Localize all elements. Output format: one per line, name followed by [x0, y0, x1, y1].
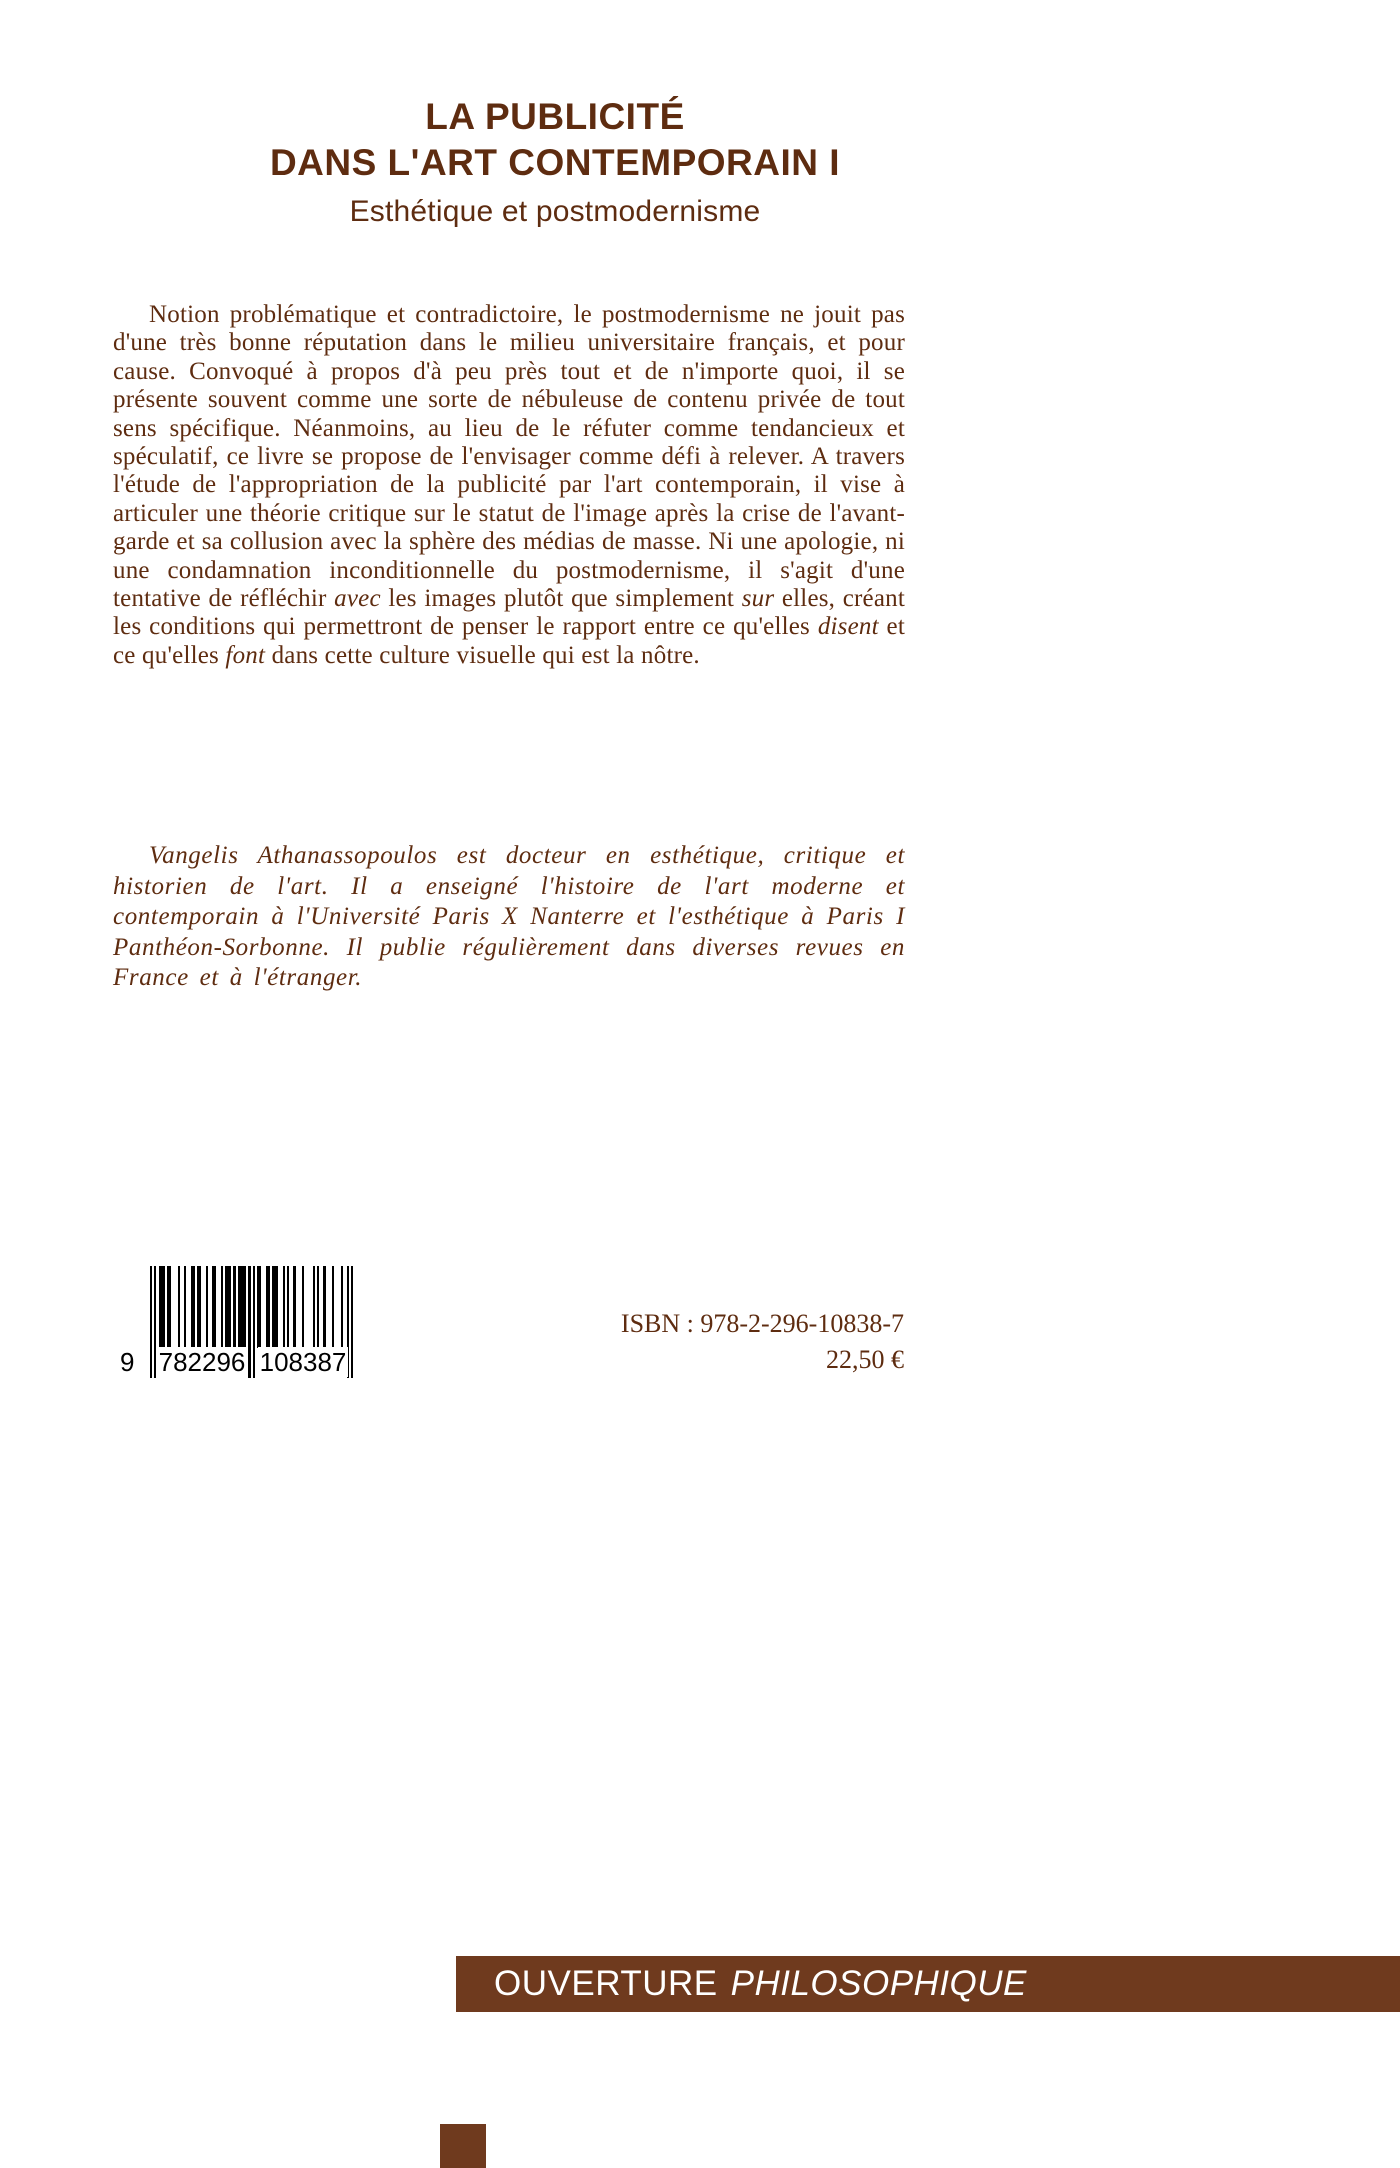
- book-title-line2: DANS L'ART CONTEMPORAIN I: [269, 142, 841, 183]
- barcode-digit-group2: 108387: [259, 1347, 347, 1377]
- synopsis-paragraph: Notion problématique et contradictoire, le postmodernisme ne jouit pas d'une très bonne réputation dans le milieu universitaire français, et pour cause. Convoqué à propos d'à peu près tout et de n'importe quoi, il se présente souvent comme une sorte de nébuleuse de contenu privée de tout sens spécifique. Néanmoins, au lieu de le réfuter comme tendancieux et spéculatif, ce livre se propose de l'envisager comme défi à relever. A travers l'étude de l'appropriation de la publicité par l'art contemporain, il vise à articuler une théorie critique sur le statut de l'image après la crise de l'avant-garde et sa collusion avec la sphère des médias de masse. Ni une apologie, ni une condamnation inconditionnelle du postmodernisme, il s'agit d'une tentative de réfléchir avec les images plutôt que simplement sur elles, créant les conditions qui permettront de penser le rapport entre ce qu'elles disent et ce qu'elles font dans cette culture visuelle qui est la nôtre.: [113, 301, 905, 669]
- barcode-digits: [120, 1347, 355, 1379]
- collection-name-philosophique: PHILOSOPHIQUE: [730, 1964, 1027, 2003]
- barcode: [120, 1266, 355, 1382]
- spine-corner-square: [440, 2124, 486, 2168]
- title-block: [110, 94, 1000, 229]
- book-title-line1: LA PUBLICITÉ: [425, 96, 685, 137]
- author-bio: Vangelis Athanassopoulos est docteur en esthétique, critique et historien de l'art. Il a enseigné l'histoire de l'art moderne et contemporain à l'Université Paris X Nanterre et l'esthétique à Paris I Panthéon-Sorbonne. Il publie régulièrement dans diverses revues en France et à l'étranger.: [113, 842, 905, 991]
- book-subtitle: Esthétique et postmodernisme: [349, 195, 761, 228]
- collection-name-ouverture: OUVERTURE: [494, 1964, 718, 2003]
- isbn-text: ISBN : 978-2-296-10838-7: [620, 1309, 904, 1338]
- barcode-digit-lead: 9: [120, 1347, 135, 1377]
- collection-banner: [456, 1956, 1400, 2012]
- isbn-price-block: [560, 1306, 904, 1378]
- barcode-digit-group1: 782296: [158, 1347, 246, 1377]
- price-text: 22,50 €: [826, 1345, 904, 1374]
